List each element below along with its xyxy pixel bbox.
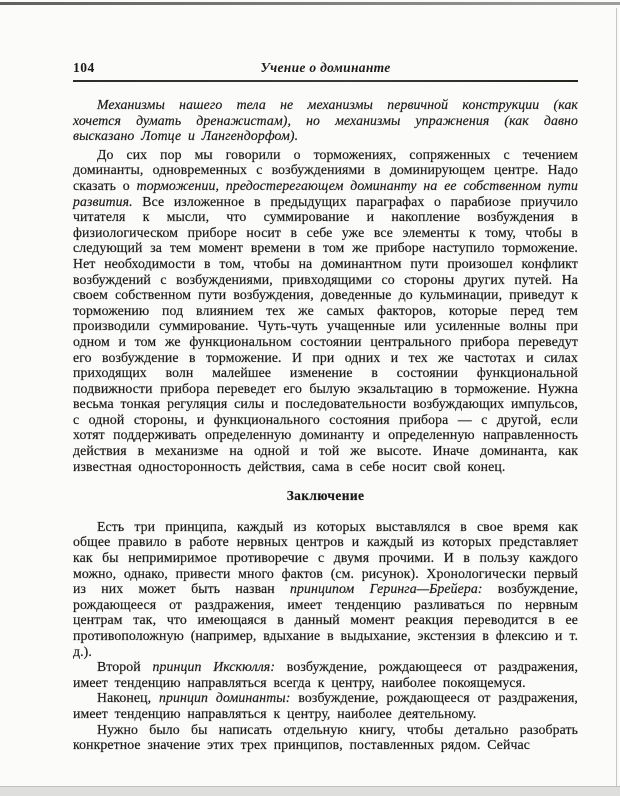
page-header	[73, 60, 578, 76]
italic-text-run: принцип доминанты:	[159, 690, 291, 706]
italic-text-run: принцип Икскюлля:	[152, 659, 276, 675]
paragraph	[73, 519, 578, 659]
scan-edge-bottom	[0, 786, 620, 796]
paragraph	[73, 659, 578, 690]
text-run: возбуждение, рождающееся от раздражения, имеет тенденцию разливаться по нервным центрам так, что имеющаяся в данный момент реакция переводится в ее противоположную (например, вдыхание в выдыхание, экстензия в флексию и т. д.).	[73, 581, 578, 659]
italic-text-run: принципом Геринга—Брейера:	[290, 581, 483, 597]
text-run: Наконец,	[97, 690, 160, 706]
text-run: возбуждение, рождающееся от раздражения, имеет тенденцию направляться к центру, наиболее деятельному.	[73, 690, 578, 721]
italic-text-run: торможении, предостерегающем доминанту на ее собственном пути развития.	[73, 177, 578, 209]
running-head: Учение о доминанте	[260, 60, 391, 75]
paragraph	[73, 147, 578, 474]
text-run: До сих пор мы говорили о торможениях, сопряженных с течением доминанты, одновременных с возбуждениями в доминирующем центре. Надо сказать о	[73, 146, 578, 193]
paragraph	[73, 722, 578, 753]
section-heading: Заключение	[286, 488, 365, 504]
page-body	[73, 97, 578, 753]
header-rule	[73, 80, 578, 82]
paragraph	[73, 97, 578, 144]
text-run: Есть три принципа, каждый из которых выставлялся в свое время как общее правило в работе нервных центров и каждый из которых представляет как бы непримиримое противоречие с двумя прочими. И в пользу каждого можно, однако, привести много фактов (см. рисунок). Хронологически первый из них может быть назван	[73, 518, 578, 597]
text-run: Нужно было бы написать отдельную книгу, чтобы детально разобрать конкретное значение этих трех принципов, поставленных рядом. Сейчас	[73, 721, 578, 753]
scan-edge-right	[616, 8, 617, 786]
text-run: возбуждение, рождающееся от раздражения, имеет тенденцию направляться всегда к центру, наиболее покоящемуся.	[73, 659, 578, 690]
paragraph	[73, 690, 578, 721]
italic-text-run: Механизмы нашего тела не механизмы первичной конструкции (как хочется думать дренажистам), но механизмы упражнения (как давно высказано Лотце и Лангендорфом).	[73, 97, 578, 144]
text-run: Второй	[97, 659, 153, 675]
text-run: Все изложенное в предыдущих параграфах о парабиозе приучило читателя к мысли, что суммирование и накопление возбуждения в физиологическом приборе носит в себе уже все элементы к тому, чтобы в следующий за тем момент времени в том же приборе наступило торможение. Нет необходимости в том, чтобы на доминантном пути произошел конфликт возбуждений с возбуждениями, привходящими со стороны других путей. На своем собственном пути возбуждения, доведенные до кульминации, приведут к торможению под влиянием тех же самых факторов, которые перед тем производили суммирование. Чуть-чуть учащенные или усиленные волны при одном и том же функциональном состоянии центрального прибора переведут его возбуждение в торможение. И при одних и тех же частотах и силах приходящих волн малейшее изменение в состоянии функциональной подвижности прибора переведет его былую экзальтацию в торможение. Нужна весьма тонкая регуляция силы и последовательности возбуждающих импульсов, с одной стороны, и функционального состояния прибора — с другой, если хотят поддерживать определенную доминанту и определенную направленность действия в механизме на одной и той же высоте. Иначе доминанта, как известная односторонность действия, сама в себе носит свой конец.	[73, 193, 578, 474]
page-content	[73, 60, 578, 753]
scan-edge-top	[0, 2, 620, 5]
page-number: 104	[73, 60, 95, 75]
